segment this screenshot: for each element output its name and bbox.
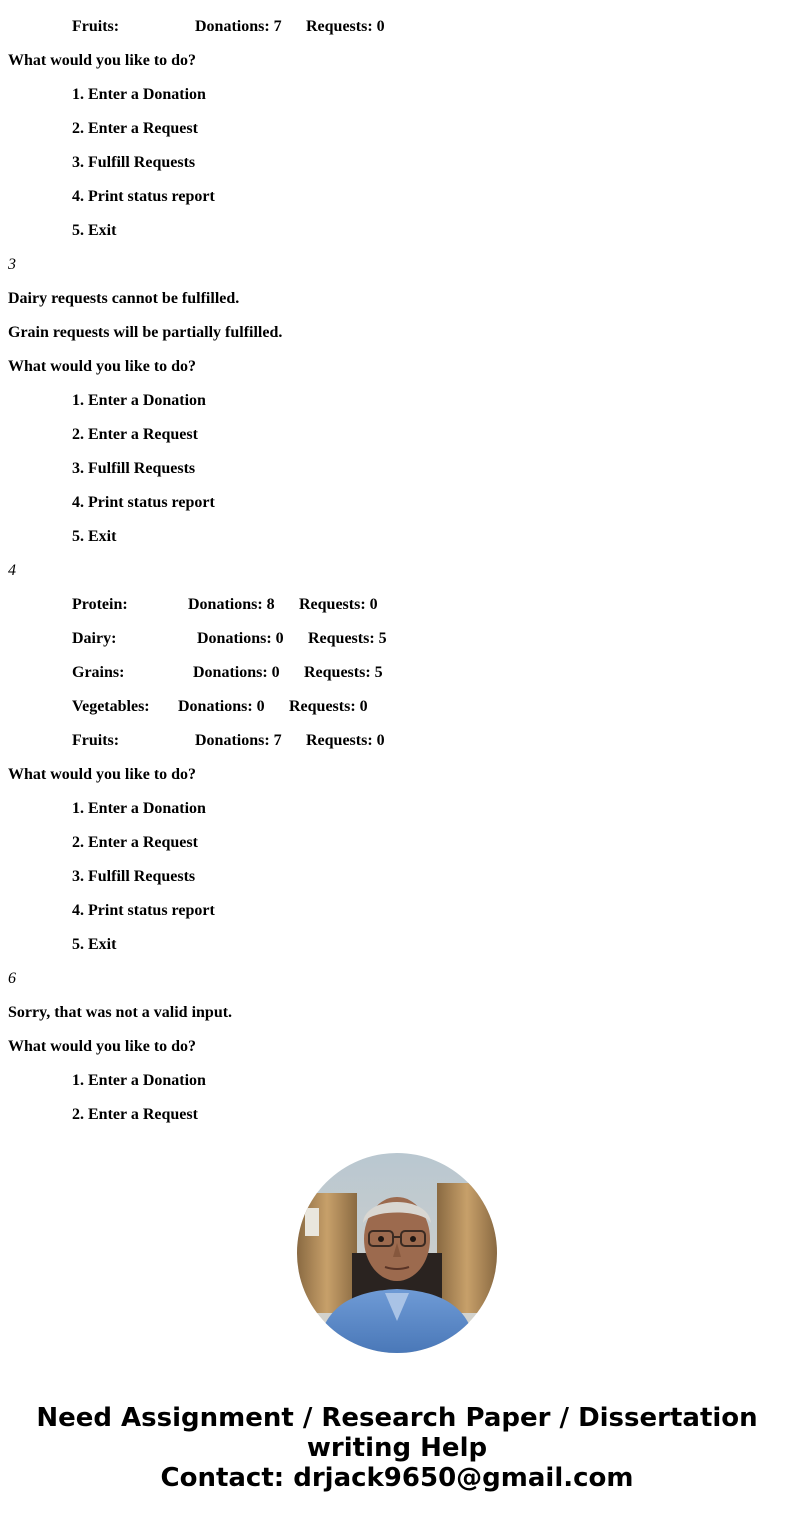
menu-item-enter-donation: 1. Enter a Donation (72, 392, 206, 409)
message-grain: Grain requests will be partially fulfilled. (8, 324, 283, 341)
menu-prompt: What would you like to do? (8, 766, 197, 783)
menu-prompt: What would you like to do? (8, 358, 197, 375)
menu-item-print-status: 4. Print status report (72, 902, 215, 919)
menu-item-print-status: 4. Print status report (72, 188, 215, 205)
message-invalid-input: Sorry, that was not a valid input. (8, 1004, 233, 1021)
partial-status-row (8, 0, 788, 10)
message-dairy: Dairy requests cannot be fulfilled. (8, 290, 240, 307)
menu-item-enter-request: 2. Enter a Request (72, 834, 198, 851)
menu-item-fulfill-requests: 3. Fulfill Requests (72, 460, 196, 477)
user-input: 4 (8, 562, 16, 579)
menu-item-enter-donation: 1. Enter a Donation (72, 1072, 206, 1089)
status-row-fruits: Fruits: Donations: 7 Requests: 0 (72, 732, 385, 749)
menu-item-fulfill-requests: 3. Fulfill Requests (72, 154, 196, 171)
status-row-dairy: Dairy: Donations: 0 Requests: 5 (72, 630, 387, 647)
menu-item-exit: 5. Exit (72, 222, 117, 239)
status-row-vegetables: Vegetables: Donations: 0 Requests: 0 (72, 698, 368, 715)
help-contact-banner (0, 1403, 794, 1493)
person-photo-icon (297, 1153, 497, 1353)
help-line: Need Assignment / Research Paper / Dissertation (36, 1403, 758, 1433)
menu-item-exit: 5. Exit (72, 528, 117, 545)
menu-prompt: What would you like to do? (8, 52, 197, 69)
menu-item-print-status: 4. Print status report (72, 494, 215, 511)
user-input: 6 (8, 970, 16, 987)
menu-item-enter-donation: 1. Enter a Donation (72, 800, 206, 817)
status-row-protein: Protein: Donations: 8 Requests: 0 (72, 596, 378, 613)
console-output (8, 0, 788, 1132)
status-row-grains: Grains: Donations: 0 Requests: 5 (72, 664, 383, 681)
menu-item-enter-donation: 1. Enter a Donation (72, 86, 206, 103)
menu-item-enter-request: 2. Enter a Request (72, 426, 198, 443)
contact-line: Contact: drjack9650@gmail.com (160, 1463, 634, 1493)
menu-item-enter-request: 2. Enter a Request (72, 120, 198, 137)
menu-item-enter-request: 2. Enter a Request (72, 1106, 198, 1123)
menu-item-exit: 5. Exit (72, 936, 117, 953)
menu-item-fulfill-requests: 3. Fulfill Requests (72, 868, 196, 885)
status-row-fruits: Fruits: Donations: 7 Requests: 0 (72, 18, 385, 35)
menu-prompt: What would you like to do? (8, 1038, 197, 1055)
user-input: 3 (8, 256, 16, 273)
help-line: writing Help (306, 1433, 488, 1463)
